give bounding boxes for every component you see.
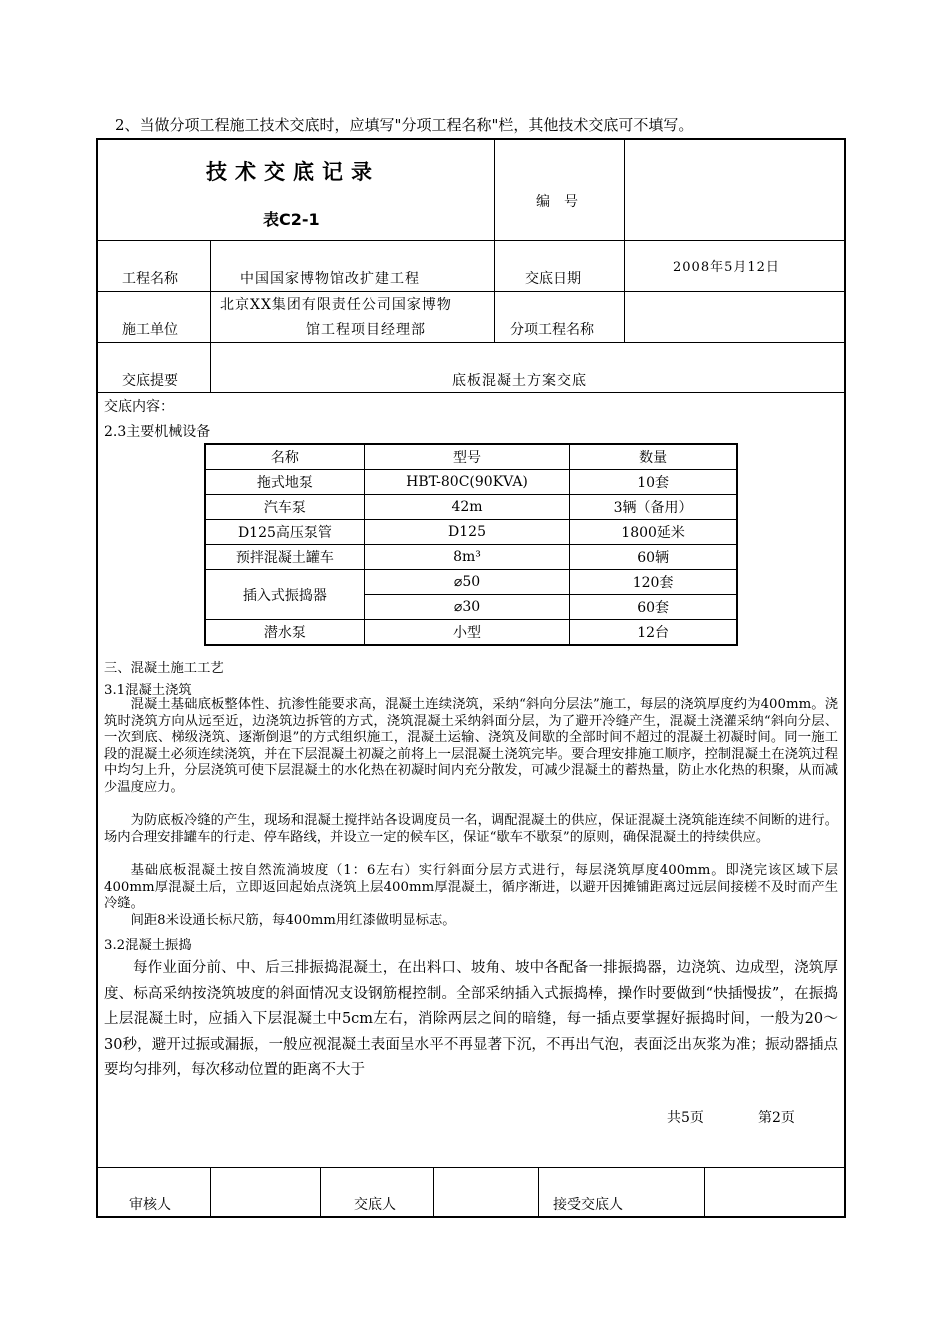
column-header: 型号 (364, 444, 569, 470)
summary-value: 底板混凝土方案交底 (452, 373, 587, 389)
section-heading: 3.2混凝土振捣 (104, 938, 192, 953)
col-divider (624, 240, 625, 342)
table-cell: 1800延米 (570, 520, 737, 545)
table-cell: 潜水泵 (205, 620, 364, 646)
col-divider (320, 1167, 321, 1218)
construction-unit-value-line1: 北京XX集团有限责任公司国家博物 (220, 297, 452, 313)
table-cell: 插入式振捣器 (205, 570, 364, 620)
row-divider (98, 392, 844, 393)
paragraph: 基础底板混凝土按自然流淌坡度（1：6左右）实行斜面分层方式进行，每层浇筑厚度400mm。即浇完该区域下层400mm厚混凝土后，立即返回起始点浇筑上层400mm厚混凝土，循序渐进，以避开因摊铺距离过远层间接槎不及时而产生冷缝。 (104, 863, 838, 912)
table-cell: 预拌混凝土罐车 (205, 545, 364, 570)
table-header-row (205, 444, 737, 470)
column-header: 数量 (570, 444, 737, 470)
table-cell: ⌀50 (364, 570, 569, 595)
table-row (205, 545, 737, 570)
table-cell: 120套 (570, 570, 737, 595)
section-heading: 2.3主要机械设备 (104, 424, 211, 440)
table-cell: 拖式地泵 (205, 470, 364, 495)
col-divider (538, 1167, 539, 1218)
col-divider (210, 1167, 211, 1218)
handover-date-label: 交底日期 (525, 271, 581, 287)
paragraph: 为防底板冷缝的产生，现场和混凝土搅拌站各设调度员一名，调配混凝土的供应，保证混凝土浇筑能连续不间断的进行。场内合理安排罐车的行走、停车路线，并设立一定的候车区，保证“歇车不歇泵”的原则，确保混凝土的持续供应。 (104, 813, 838, 845)
table-cell: 12台 (570, 620, 737, 646)
section-heading: 三、混凝土施工工艺 (104, 661, 224, 676)
summary-label: 交底提要 (122, 373, 178, 389)
table-cell: 小型 (364, 620, 569, 646)
reviewer-label: 审核人 (129, 1197, 171, 1213)
table-cell: 60套 (570, 595, 737, 620)
project-name-value: 中国国家博物馆改扩建工程 (240, 271, 420, 287)
table-cell: ⌀30 (364, 595, 569, 620)
presenter-label: 交底人 (354, 1197, 396, 1213)
table-cell: 10套 (570, 470, 737, 495)
table-row (205, 470, 737, 495)
construction-unit-value-line2: 馆工程项目经理部 (306, 322, 426, 338)
table-cell: 3辆（备用） (570, 495, 737, 520)
table-row (205, 520, 737, 545)
table-cell: D125高压泵管 (205, 520, 364, 545)
col-divider (494, 240, 495, 342)
current-page: 第2页 (758, 1110, 795, 1126)
equipment-table (204, 443, 738, 646)
col-divider (494, 140, 495, 240)
construction-unit-label: 施工单位 (122, 322, 178, 338)
total-pages: 共5页 (667, 1110, 704, 1126)
table-cell: HBT-80C(90KVA) (364, 470, 569, 495)
col-divider (433, 1167, 434, 1218)
table-cell: 42m (364, 495, 569, 520)
serial-number-label: 编 号 (536, 194, 578, 210)
form-number: 表C2-1 (263, 210, 320, 229)
content-label: 交底内容： (104, 399, 174, 415)
subproject-name-label: 分项工程名称 (510, 322, 594, 338)
receiver-label: 接受交底人 (553, 1197, 623, 1213)
column-header: 名称 (205, 444, 364, 470)
handover-date-value: 2008年5月12日 (673, 260, 780, 275)
table-row (205, 620, 737, 646)
project-name-label: 工程名称 (122, 271, 178, 287)
table-cell: 8m³ (364, 545, 569, 570)
paragraph: 间距8米设通长标尺筋，每400mm用红漆做明显标志。 (130, 913, 456, 928)
table-row (205, 495, 737, 520)
paragraph: 每作业面分前、中、后三排振捣混凝土，在出料口、坡角、坡中各配备一排振捣器，边浇筑、边成型，浇筑厚度、标高采纳按浇筑坡度的斜面情况支设钢筋棍控制。全部采纳插入式振捣棒，操作时要做到“快插慢拔”，在振捣上层混凝土时，应插入下层混凝土中5cm左右，消除两层之间的暗缝，每一插点要掌握好振捣时间，一般为20～30秒，避开过振或漏振，一般应视混凝土表面呈水平不再显著下沉，不再出气泡，表面泛出灰浆为准；振动器插点要均匀排列，每次移动位置的距离不大于 (104, 960, 838, 1078)
col-divider (210, 240, 211, 392)
col-divider (704, 1167, 705, 1218)
col-divider (624, 140, 625, 240)
table-cell: 60辆 (570, 545, 737, 570)
paragraph: 混凝土基础底板整体性、抗渗性能要求高，混凝土连续浇筑，采纳“斜向分层法”施工，每层的浇筑厚度约为400mm。浇筑时浇筑方向从远至近，边浇筑边拆管的方式，浇筑混凝土采纳斜面分层，为了避开冷缝产生，混凝土浇灌采纳“斜向分层、一次到底、梯级浇筑、逐渐倒退”的方式组织施工，混凝土运输、浇筑及间歇的全部时间不超过的混凝土初凝时间。同一施工段的混凝土必须连续浇筑，并在下层混凝土初凝之前将上一层混凝土浇筑完毕。要合理安排施工顺序，控制混凝土在浇筑过程中均匀上升，分层浇筑可使下层混凝土的水化热在初凝时间内充分散发，可减少混凝土的蓄热量，防止水化热的积聚，从而减少温度应力。 (104, 697, 838, 795)
table-cell: 汽车泵 (205, 495, 364, 520)
instruction-note: 2、当做分项工程施工技术交底时，应填写"分项工程名称"栏，其他技术交底可不填写。 (115, 116, 694, 134)
form-title: 技术交底记录 (206, 160, 380, 184)
table-row (205, 570, 737, 595)
section-heading: 3.1混凝土浇筑 (104, 683, 192, 698)
table-cell: D125 (364, 520, 569, 545)
